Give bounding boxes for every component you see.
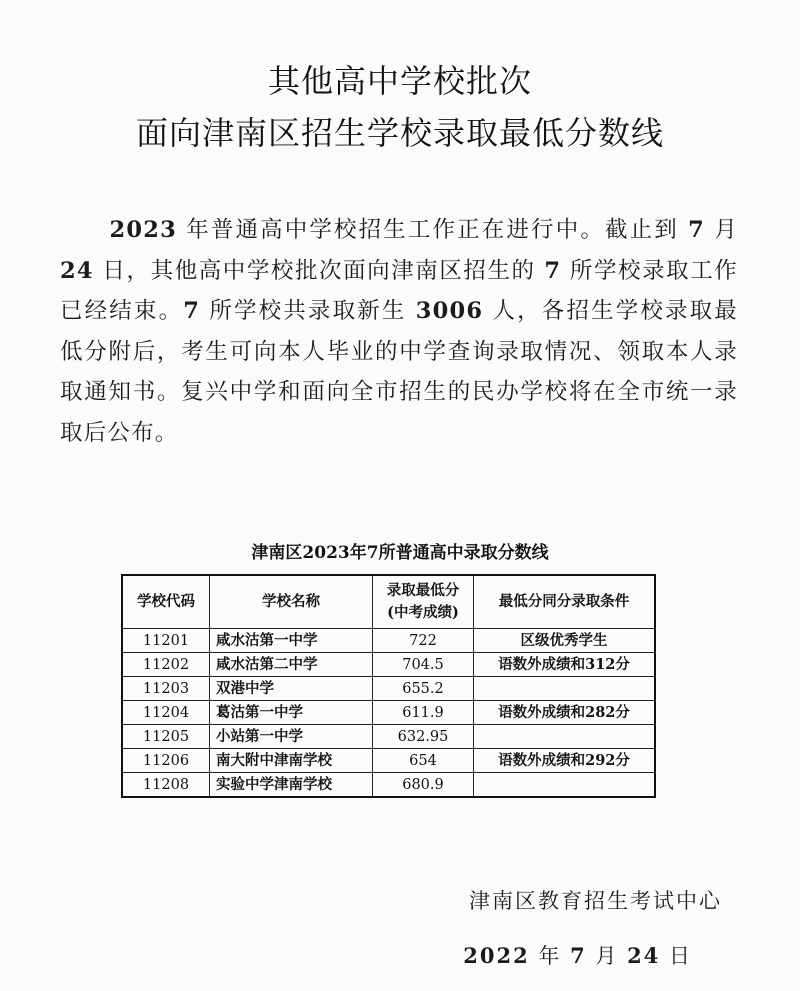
tie-condition-cell — [474, 677, 656, 701]
header-min-score-line1: 录取最低分 — [386, 582, 460, 599]
paragraph-number: 24 — [60, 257, 94, 284]
header-min-score-line2: (中考成绩) — [387, 604, 459, 621]
min-score-cell: 680.9 — [373, 773, 474, 798]
paragraph-text: 日，其他高中学校批次面向津南区招生的 — [93, 257, 545, 284]
min-score-cell: 654 — [373, 749, 474, 773]
issue-date — [463, 940, 692, 970]
table-row — [122, 749, 655, 773]
paragraph-number: 7 — [183, 298, 201, 324]
paragraph-text: 人，各招生学校录取最低分附后，考生可向本人毕业的中学查询录取情况、领取本人录取通知书。复兴中学和面向全市招生的民办学校将在全市统一录取后公布。 — [60, 298, 738, 446]
min-score-cell: 704.5 — [373, 653, 474, 677]
table-header-row — [122, 575, 655, 629]
min-score-cell: 722 — [373, 629, 474, 653]
tie-condition-cell: 语数外成绩和292分 — [474, 749, 656, 773]
header-min-score — [373, 575, 474, 629]
table-row — [122, 653, 655, 677]
header-school-code: 学校代码 — [122, 575, 210, 629]
school-code-cell: 11204 — [122, 701, 210, 725]
header-tie-condition: 最低分同分录取条件 — [474, 575, 656, 629]
admission-score-table — [121, 574, 656, 798]
header-school-name: 学校名称 — [210, 575, 373, 629]
document-title-line1: 其他高中学校批次 — [267, 62, 532, 100]
paragraph-number: 2023 — [109, 217, 177, 243]
school-name-cell: 葛沽第一中学 — [210, 701, 373, 725]
school-code-cell: 11205 — [122, 725, 210, 749]
issue-date-day-unit: 日 — [660, 944, 692, 968]
issuing-organization: 津南区教育招生考试中心 — [469, 889, 722, 913]
school-code-cell: 11201 — [122, 629, 210, 653]
school-name-cell: 咸水沽第二中学 — [210, 653, 373, 677]
paragraph-text: 所学校录取工作已经结束。 — [60, 257, 738, 324]
school-name-cell: 咸水沽第一中学 — [210, 629, 373, 653]
announcement-paragraph — [60, 210, 738, 453]
tie-condition-cell — [474, 773, 656, 798]
min-score-cell: 632.95 — [373, 725, 474, 749]
table-row — [122, 773, 655, 798]
school-code-cell: 11208 — [122, 773, 210, 798]
document-title-line2: 面向津南区招生学校录取最低分数线 — [135, 114, 664, 152]
school-name-cell: 双港中学 — [210, 677, 373, 701]
school-name-cell: 小站第一中学 — [210, 725, 373, 749]
issue-date-month: 7 — [570, 943, 587, 968]
paragraph-text: 年普通高中学校招生工作正在进行中。截止到 — [176, 217, 689, 243]
paragraph-text: 所学校共录取新生 — [200, 298, 416, 324]
school-name-cell: 实验中学津南学校 — [210, 773, 373, 798]
paragraph-text: 月 — [705, 217, 738, 243]
paragraph-number: 7 — [688, 217, 705, 243]
school-name-cell: 南大附中津南学校 — [210, 749, 373, 773]
paragraph-number: 3006 — [415, 298, 484, 324]
min-score-cell: 655.2 — [373, 677, 474, 701]
issue-date-year-unit: 年 — [529, 944, 571, 968]
school-code-cell: 11206 — [122, 749, 210, 773]
issue-date-month-unit: 月 — [586, 944, 628, 968]
table-row — [122, 677, 655, 701]
tie-condition-cell — [474, 725, 656, 749]
issue-date-year: 2022 — [463, 943, 530, 968]
table-row — [122, 725, 655, 749]
table-body — [122, 629, 655, 798]
school-code-cell: 11202 — [122, 653, 210, 677]
issue-date-day: 24 — [627, 943, 661, 968]
table-row — [122, 701, 655, 725]
min-score-cell: 611.9 — [373, 701, 474, 725]
tie-condition-cell: 语数外成绩和312分 — [474, 653, 656, 677]
tie-condition-cell: 语数外成绩和282分 — [474, 701, 656, 725]
tie-condition-cell: 区级优秀学生 — [474, 629, 656, 653]
paragraph-number: 7 — [544, 257, 562, 284]
table-caption: 津南区2023年7所普通高中录取分数线 — [251, 543, 549, 563]
school-code-cell: 11203 — [122, 677, 210, 701]
table-row — [122, 629, 655, 653]
